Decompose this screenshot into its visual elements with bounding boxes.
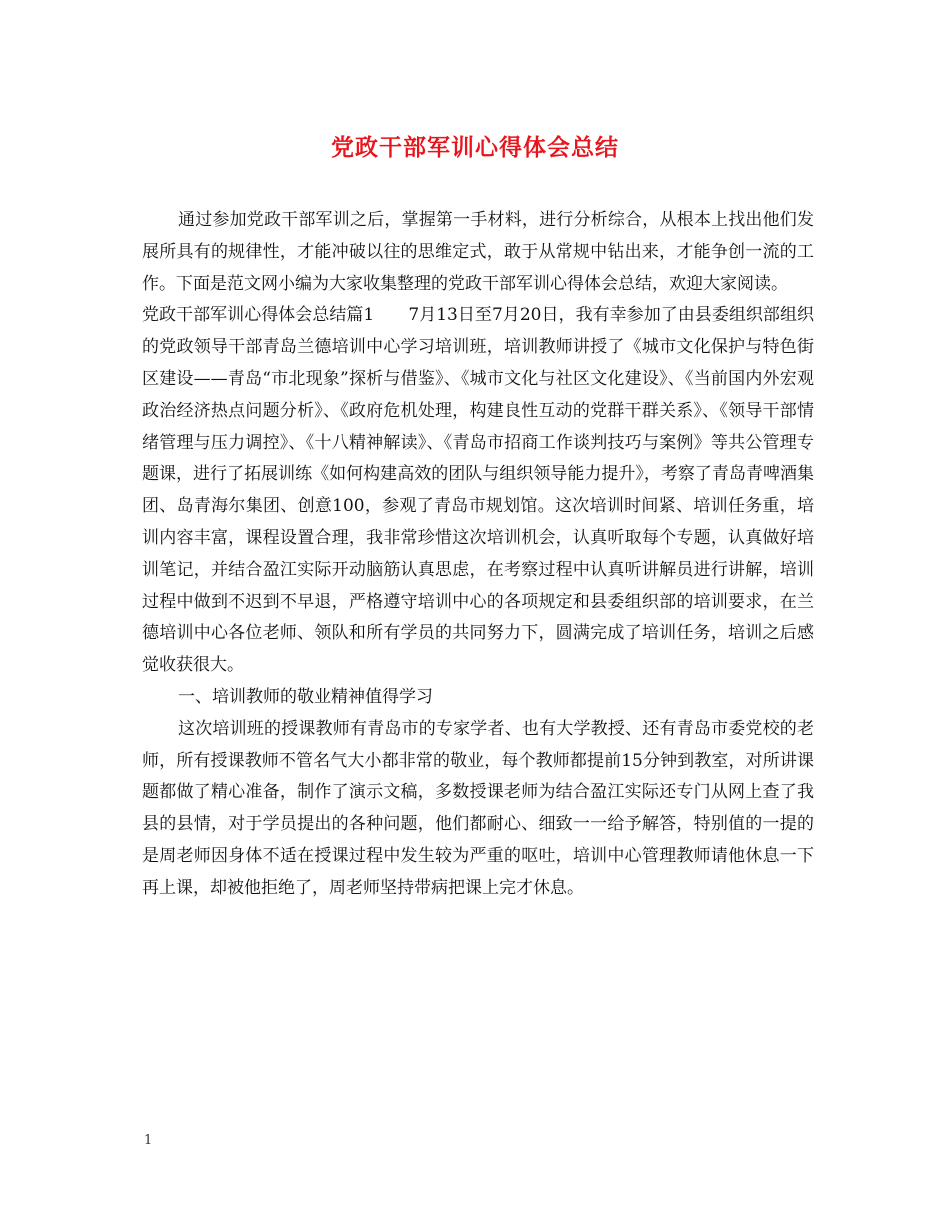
page-number: 1 bbox=[144, 1133, 153, 1148]
paragraph-article-1: 党政干部军训心得体会总结篇1 7月13日至7月20日，我有幸参加了由县委组织部组织的党政领导干部青岛兰德培训中心学习培训班，培训教师讲授了《城市文化保护与特色街区建设——青岛“市北现象”探析与借鉴》、《城市文化与社区文化建设》、《当前国内外宏观政治经济热点问题分析》、《政府危机处理，构建良性互动的党群干群关系》、《领导干部情绪管理与压力调控》、《十八精神解读》、《青岛市招商工作谈判技巧与案例》等共公管理专题课，进行了拓展训练《如何构建高效的团队与组织领导能力提升》，考察了青岛青啤酒集团、岛青海尔集团、创意100，参观了青岛市规划馆。这次培训时间紧、培训任务重，培训内容丰富，课程设置合理，我非常珍惜这次培训机会，认真听取每个专题，认真做好培训笔记，并结合盈江实际开动脑筋认真思虑，在考察过程中认真听讲解员进行讲解，培训过程中做到不迟到不早退，严格遵守培训中心的各项规定和县委组织部的培训要求，在兰德培训中心各位老师、领队和所有学员的共同努力下，圆满完成了培训任务，培训之后感觉收获很大。 bbox=[142, 305, 814, 676]
document-body bbox=[142, 205, 814, 905]
paragraph-intro: 通过参加党政干部军训之后，掌握第一手材料，进行分析综合，从根本上找出他们发展所具有的规律性，才能冲破以往的思维定式，敢于从常规中钻出来，才能争创一流的工作。下面是范文网小编为大家收集整理的党政干部军训心得体会总结，欢迎大家阅读。 bbox=[142, 210, 814, 294]
document-title: 党政干部军训心得体会总结 bbox=[331, 134, 619, 161]
section-heading-1: 一、培训教师的敬业精神值得学习 bbox=[178, 686, 433, 707]
paragraph-section-1: 这次培训班的授课教师有青岛市的专家学者、也有大学教授、还有青岛市委党校的老师，所有授课教师不管名气大小都非常的敬业，每个教师都提前15分钟到教室，对所讲课题都做了精心准备，制作了演示文稿，多数授课老师为结合盈江实际还专门从网上查了我县的县情，对于学员提出的各种问题，他们都耐心、细致一一给予解答，特别值的一提的是周老师因身体不适在授课过程中发生较为严重的呕吐，培训中心管理教师请他休息一下再上课，却被他拒绝了，周老师坚持带病把课上完才休息。 bbox=[142, 718, 814, 898]
